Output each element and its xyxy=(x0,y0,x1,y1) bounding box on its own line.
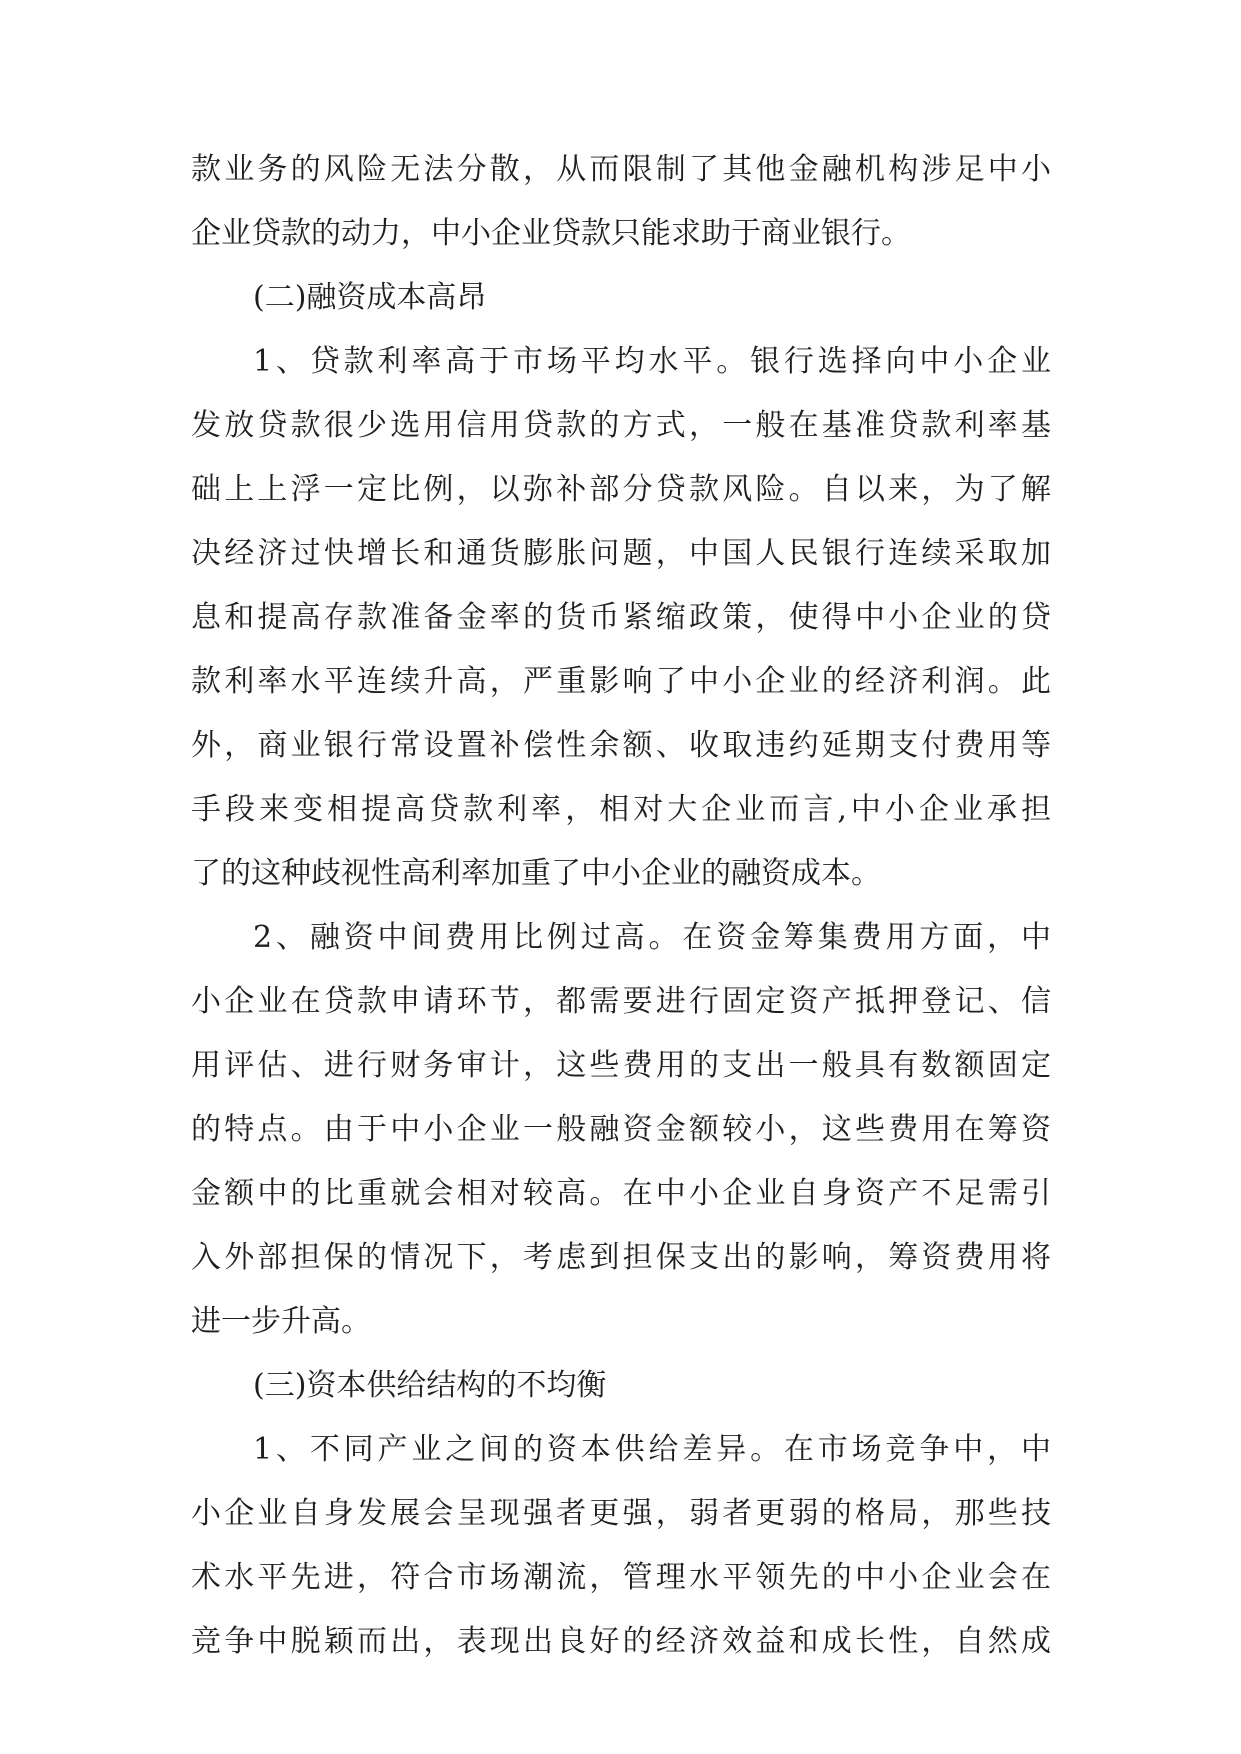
text-line: 2、融资中间费用比例过高。在资金筹集费用方面，中 xyxy=(253,920,1051,955)
text-line: 1、贷款利率高于市场平均水平。银行选择向中小企业 xyxy=(253,344,1051,379)
text-line: 金额中的比重就会相对较高。在中小企业自身资产不足需引 xyxy=(191,1176,1051,1211)
text-line: 外，商业银行常设置补偿性余额、收取违约延期支付费用等 xyxy=(191,728,1051,763)
section-heading: (三)资本供给结构的不均衡 xyxy=(253,1368,607,1403)
text-line: 款利率水平连续升高，严重影响了中小企业的经济利润。此 xyxy=(191,664,1051,699)
text-line: 用评估、进行财务审计，这些费用的支出一般具有数额固定 xyxy=(191,1048,1051,1083)
text-line: 款业务的风险无法分散，从而限制了其他金融机构涉足中小 xyxy=(191,152,1051,187)
text-line: 发放贷款很少选用信用贷款的方式，一般在基准贷款利率基 xyxy=(191,408,1051,443)
text-line: 的特点。由于中小企业一般融资金额较小，这些费用在筹资 xyxy=(191,1112,1051,1147)
text-line: 息和提高存款准备金率的货币紧缩政策，使得中小企业的贷 xyxy=(191,600,1051,635)
text-line: 础上上浮一定比例，以弥补部分贷款风险。自以来，为了解 xyxy=(191,472,1051,507)
text-line: 入外部担保的情况下，考虑到担保支出的影响，筹资费用将 xyxy=(191,1240,1051,1275)
text-line: 竞争中脱颖而出，表现出良好的经济效益和成长性，自然成 xyxy=(191,1624,1051,1659)
text-line: 小企业自身发展会呈现强者更强，弱者更弱的格局，那些技 xyxy=(191,1496,1051,1531)
text-line: 企业贷款的动力，中小企业贷款只能求助于商业银行。 xyxy=(191,216,911,251)
text-line: 决经济过快增长和通货膨胀问题，中国人民银行连续采取加 xyxy=(191,536,1051,571)
section-heading: (二)融资成本高昂 xyxy=(253,280,487,315)
text-line: 小企业在贷款申请环节，都需要进行固定资产抵押登记、信 xyxy=(191,984,1051,1019)
text-line: 进一步升高。 xyxy=(191,1304,371,1339)
text-line: 手段来变相提高贷款利率，相对大企业而言,中小企业承担 xyxy=(191,792,1051,827)
text-line: 术水平先进，符合市场潮流，管理水平领先的中小企业会在 xyxy=(191,1560,1051,1595)
text-line: 1、不同产业之间的资本供给差异。在市场竞争中，中 xyxy=(253,1432,1051,1467)
text-line: 了的这种歧视性高利率加重了中小企业的融资成本。 xyxy=(191,856,881,891)
